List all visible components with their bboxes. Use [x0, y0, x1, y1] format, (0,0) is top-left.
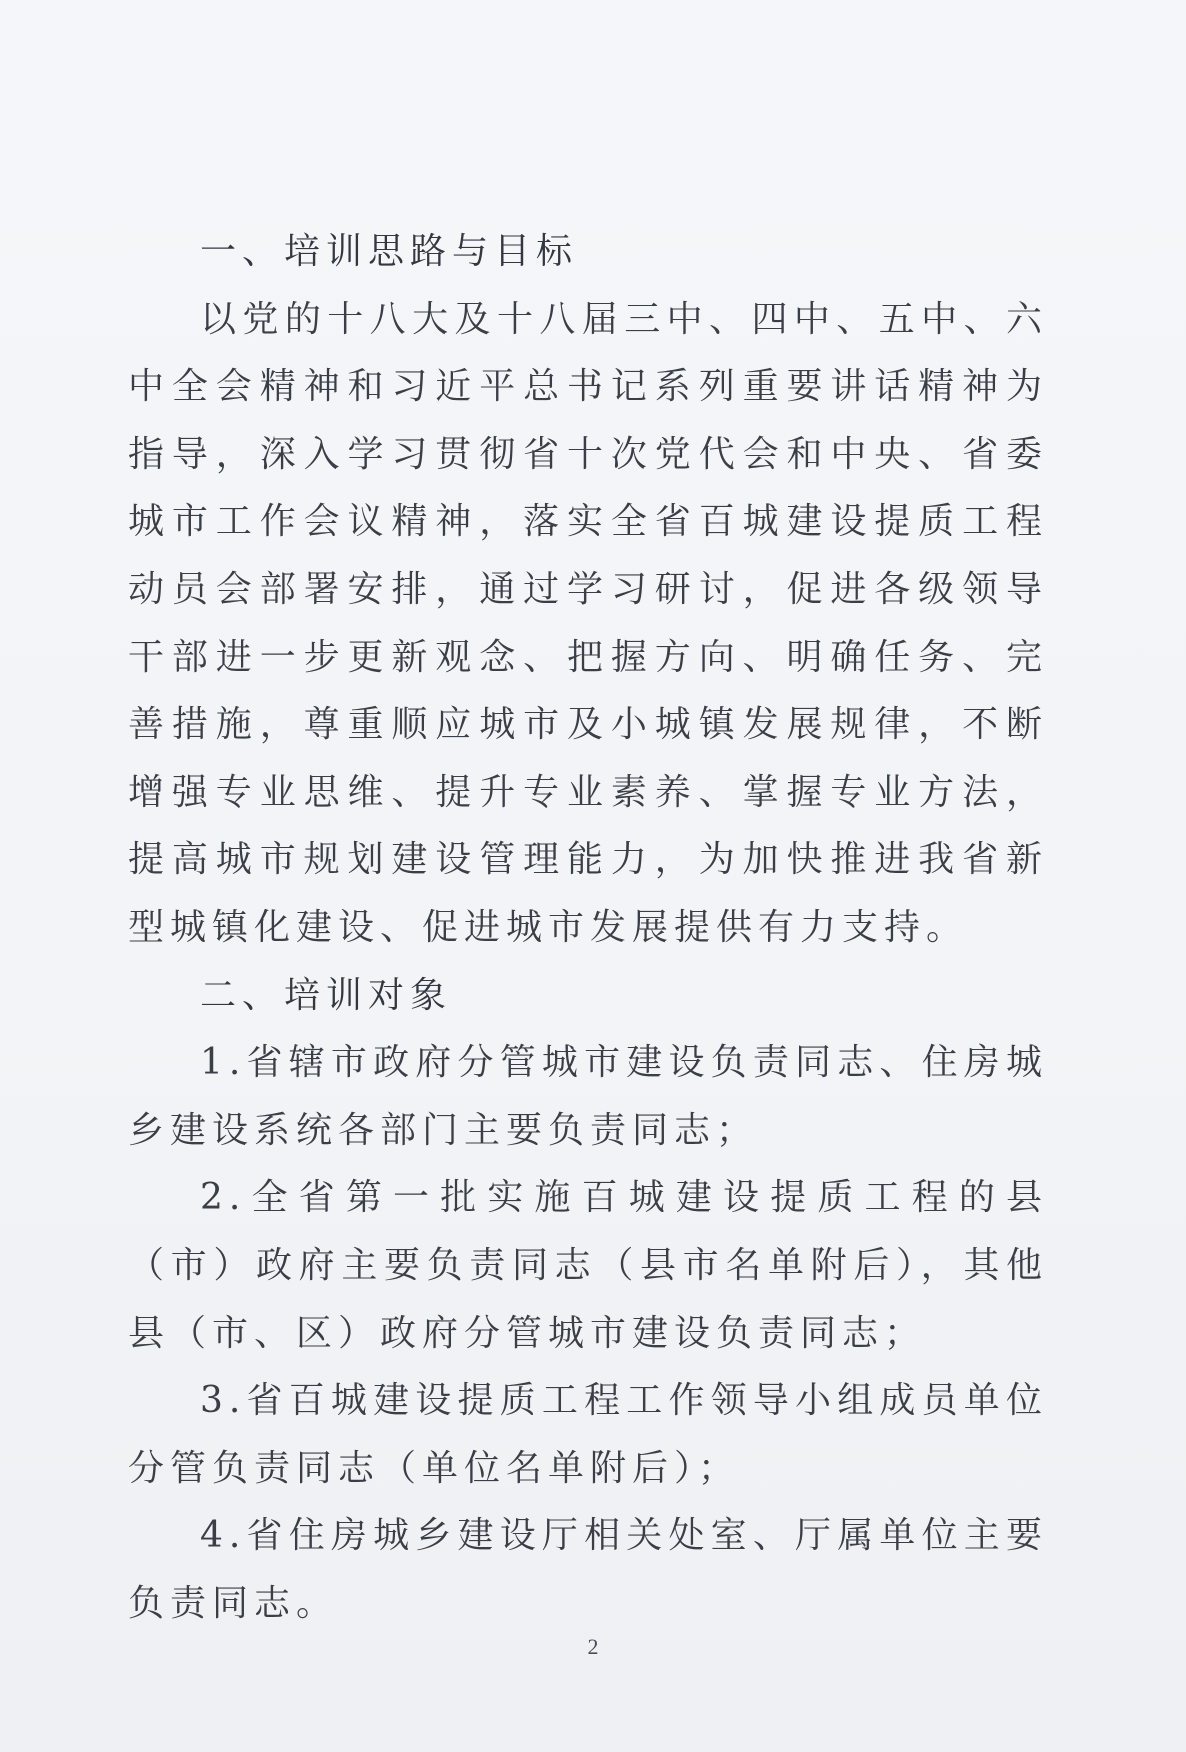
list-item-trainees-2: 2.全省第一批实施百城建设提质工程的县（市）政府主要负责同志（县市名单附后），其他县（市、区）政府分管城市建设负责同志； — [128, 1177, 1048, 1354]
paragraph-training-goals: 以党的十八大及十八届三中、四中、五中、六中全会精神和习近平总书记系列重要讲话精神为指导，深入学习贯彻省十次党代会和中央、省委城市工作会议精神，落实全省百城建设提质工程动员会部署安排，通过学习研讨，促进各级领导干部进一步更新观念、把握方向、明确任务、完善措施，尊重顺应城市及小城镇发展规律，不断增强专业思维、提升专业素养、掌握专业方法，提高城市规划建设管理能力，为加快推进我省新型城镇化建设、促进城市发展提供有力支持。 — [128, 298, 1048, 948]
list-item-trainees-4: 4.省住房城乡建设厅相关处室、厅属单位主要负责同志。 — [128, 1515, 1048, 1624]
list-item-trainees-3: 3.省百城建设提质工程工作领导小组成员单位分管负责同志（单位名单附后）； — [128, 1380, 1048, 1489]
page-number: 2 — [587, 1634, 599, 1659]
document-body — [128, 218, 1048, 1637]
list-item-trainees-1: 1.省辖市政府分管城市建设负责同志、住房城乡建设系统各部门主要负责同志； — [128, 1042, 1048, 1151]
section-heading-1: 一、培训思路与目标 — [200, 231, 579, 272]
section-heading-2: 二、培训对象 — [200, 974, 453, 1016]
